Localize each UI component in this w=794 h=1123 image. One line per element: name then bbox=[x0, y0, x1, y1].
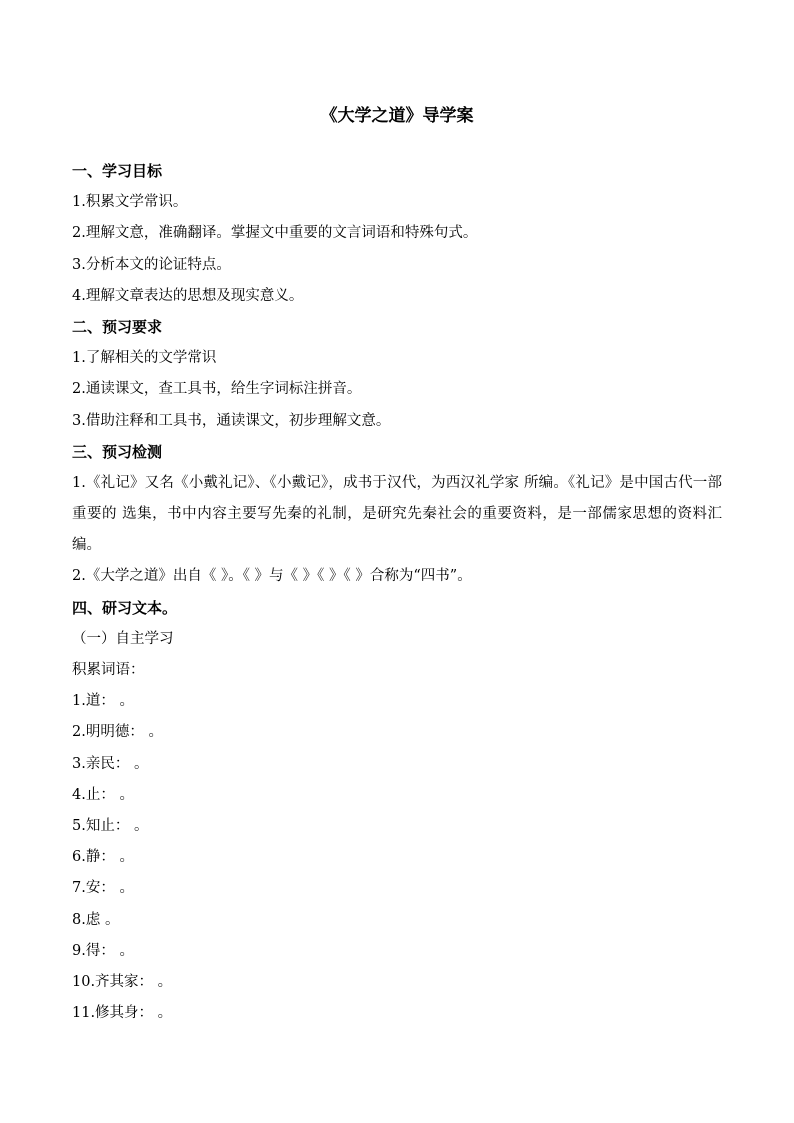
vocab-item: 1.道： 。 bbox=[72, 693, 134, 710]
goal-item: 1.积累文学常识。 bbox=[72, 194, 188, 211]
check-item-2: 2.《大学之道》出自《 》。《 》与《 》《 》《 》合称为“四书”。 bbox=[72, 568, 472, 585]
vocab-item: 10.齐其家： 。 bbox=[72, 973, 173, 990]
vocab-item: 11.修其身： 。 bbox=[72, 1005, 173, 1022]
vocab-item: 8.虑 。 bbox=[72, 911, 120, 928]
preview-item: 1.了解相关的文学常识 bbox=[72, 350, 217, 367]
vocab-item: 4.止： 。 bbox=[72, 786, 134, 803]
section-heading-preview: 二、预习要求 bbox=[72, 317, 163, 336]
goal-item: 4.理解文章表达的思想及现实意义。 bbox=[72, 287, 304, 304]
vocab-item: 5.知止： 。 bbox=[72, 817, 149, 834]
vocab-label: 积累词语： bbox=[72, 662, 145, 679]
goal-item: 2.理解文意，准确翻译。掌握文中重要的文言词语和特殊句式。 bbox=[72, 225, 478, 242]
subsection-heading: （一）自主学习 bbox=[72, 630, 174, 647]
document-body bbox=[72, 156, 722, 1029]
vocab-item: 2.明明德： 。 bbox=[72, 724, 163, 741]
check-item-1: 1.《礼记》又名《小戴礼记》、《小戴记》，成书于汉代，为西汉礼学家 所编。《礼记》是中国古代一部重要的 选集，书中内容主要写先秦的礼制，是研究先秦社会的重要资料，是一部儒家思想的资料汇编。 bbox=[72, 474, 722, 554]
vocab-item: 9.得： 。 bbox=[72, 942, 134, 959]
section-heading-study: 四、研习文本。 bbox=[72, 598, 178, 617]
goal-item: 3.分析本文的论证特点。 bbox=[72, 256, 231, 273]
section-heading-check: 三、预习检测 bbox=[72, 442, 163, 461]
document-title: 《大学之道》导学案 bbox=[320, 106, 474, 126]
vocab-item: 6.静： 。 bbox=[72, 849, 134, 866]
preview-item: 2.通读课文，查工具书，给生字词标注拼音。 bbox=[72, 381, 362, 398]
vocab-item: 7.安： 。 bbox=[72, 880, 134, 897]
vocab-item: 3.亲民： 。 bbox=[72, 755, 149, 772]
section-heading-goals: 一、学习目标 bbox=[72, 162, 163, 180]
preview-item: 3.借助注释和工具书，通读课文，初步理解文意。 bbox=[72, 412, 391, 429]
